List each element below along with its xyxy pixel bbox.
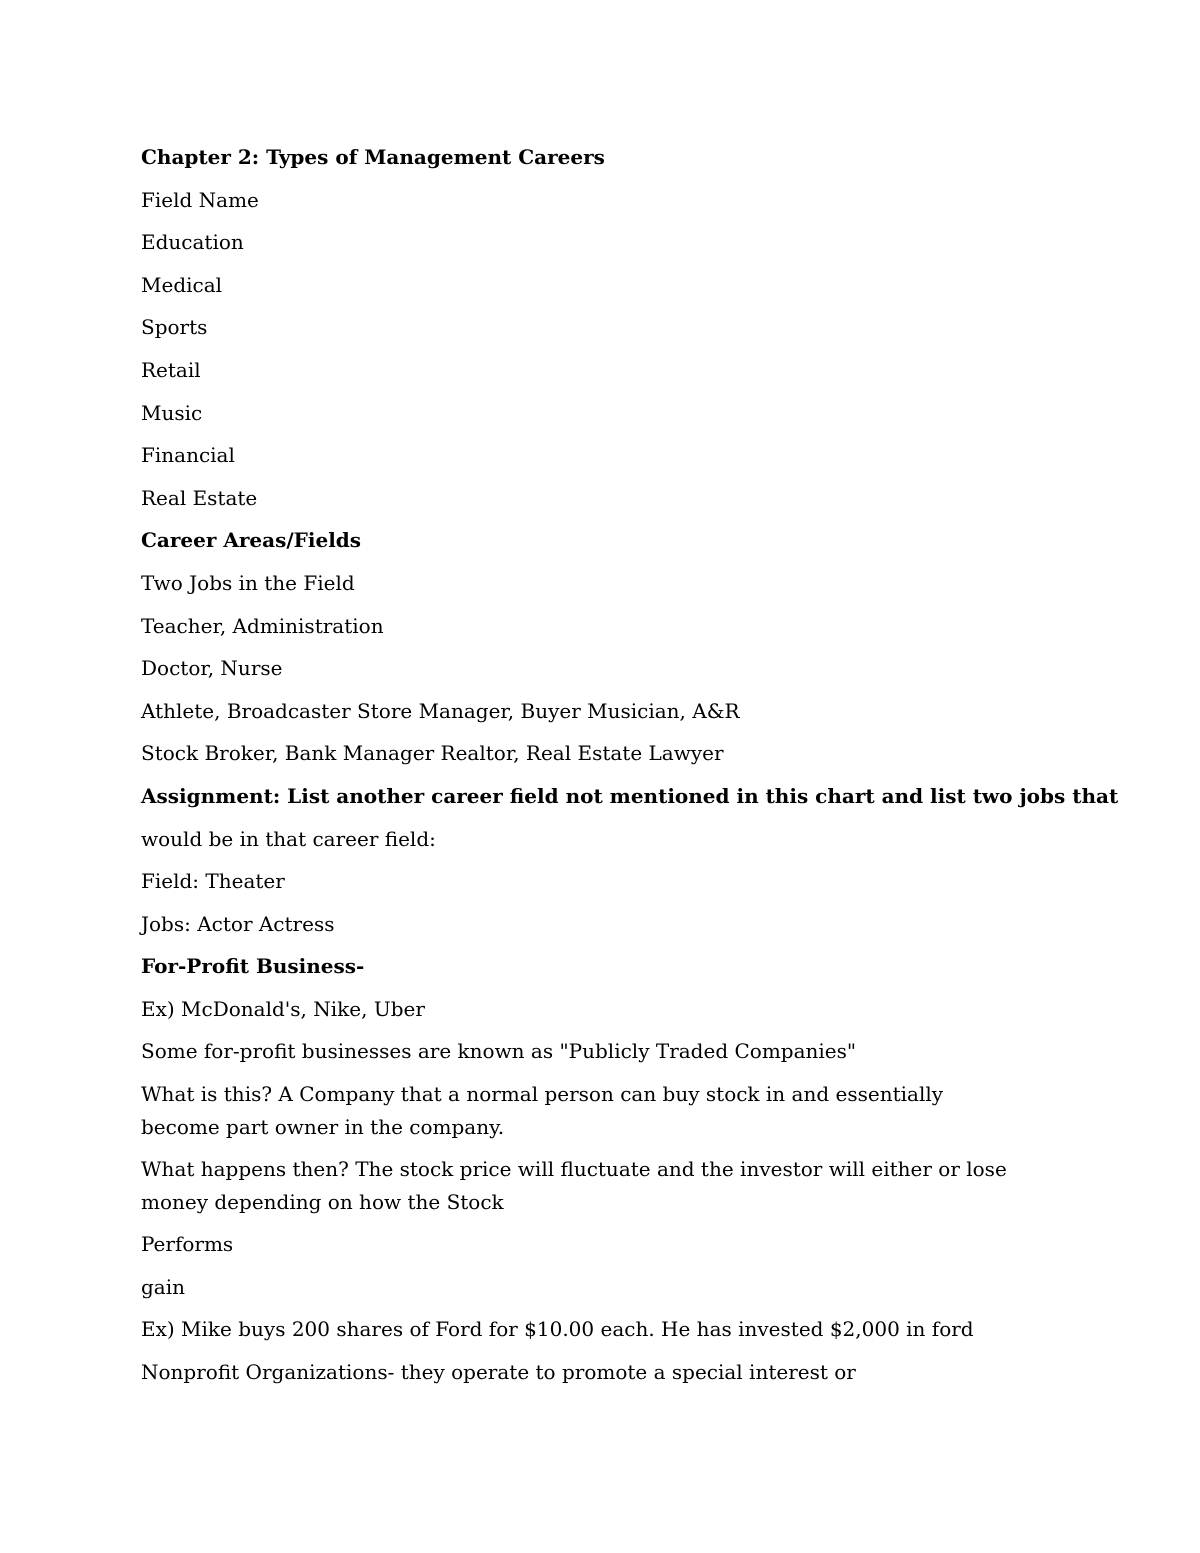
- assignment-continuation: would be in that career field:: [141, 826, 436, 851]
- field-sports: Sports: [141, 315, 208, 340]
- jobs-education: Teacher, Administration: [141, 613, 384, 638]
- field-music: Music: [141, 400, 203, 425]
- field-retail: Retail: [141, 357, 201, 382]
- document-page: [141, 141, 1119, 1398]
- jobs-financial-real-estate: Stock Broker, Bank Manager Realtor, Real Estate Lawyer: [141, 741, 724, 766]
- field-education: Education: [141, 230, 244, 255]
- assignment-field: Field: Theater: [141, 869, 285, 894]
- performs-text: Performs: [141, 1232, 234, 1257]
- assignment-heading: Assignment: List another career field not mentioned in this chart and list two jobs that: [141, 783, 1119, 808]
- what-is-this-paragraph: What is this? A Company that a normal person can buy stock in and essentially become part owner in the company.: [141, 1082, 944, 1139]
- nonprofit-text: Nonprofit Organizations- they operate to promote a special interest or: [141, 1359, 856, 1384]
- career-areas-heading: Career Areas/Fields: [141, 528, 362, 553]
- mike-example: Ex) Mike buys 200 shares of Ford for $10.00 each. He has invested $2,000 in ford: [141, 1317, 974, 1342]
- for-profit-heading: For-Profit Business-: [141, 954, 365, 979]
- what-happens-paragraph: What happens then? The stock price will fluctuate and the investor will either or lose money depending on how the Stock: [141, 1157, 1007, 1214]
- field-real-estate: Real Estate: [141, 485, 258, 510]
- gain-text: gain: [141, 1274, 186, 1299]
- field-medical: Medical: [141, 272, 223, 297]
- field-name-header: Field Name: [141, 187, 259, 212]
- for-profit-example: Ex) McDonald's, Nike, Uber: [141, 996, 425, 1021]
- jobs-medical: Doctor, Nurse: [141, 656, 283, 681]
- field-financial: Financial: [141, 443, 235, 468]
- chapter-title: Chapter 2: Types of Management Careers: [141, 145, 605, 169]
- two-jobs-header: Two Jobs in the Field: [141, 570, 355, 595]
- jobs-sports-retail-music: Athlete, Broadcaster Store Manager, Buyer Musician, A&R: [141, 698, 740, 723]
- assignment-jobs: Jobs: Actor Actress: [141, 911, 335, 936]
- publicly-traded-note: Some for-profit businesses are known as "Publicly Traded Companies": [141, 1039, 857, 1064]
